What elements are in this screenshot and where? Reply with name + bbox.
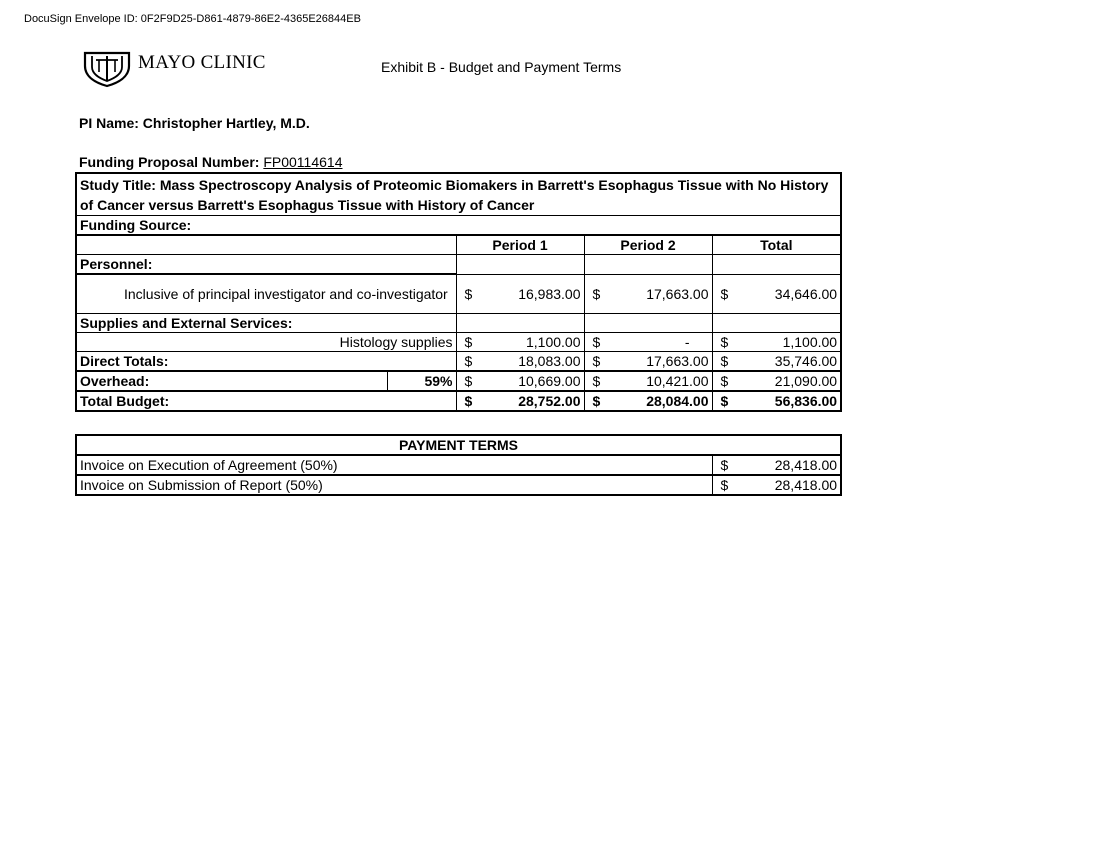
currency-symbol: $ bbox=[584, 391, 606, 411]
funding-source-label: Funding Source: bbox=[76, 216, 841, 236]
total-budget-total: 56,836.00 bbox=[734, 391, 841, 411]
currency-symbol: $ bbox=[712, 371, 734, 391]
funding-proposal-number bbox=[79, 154, 342, 170]
currency-symbol: $ bbox=[712, 352, 734, 372]
overhead-label: Overhead: bbox=[76, 371, 387, 391]
overhead-rate: 59% bbox=[387, 371, 456, 391]
payment-row-label: Invoice on Submission of Report (50%) bbox=[76, 475, 712, 495]
currency-symbol: $ bbox=[584, 333, 606, 352]
personnel-total: 34,646.00 bbox=[734, 274, 841, 314]
personnel-item-row bbox=[76, 274, 841, 314]
supplies-item: Histology supplies bbox=[76, 333, 456, 352]
overhead-period-1: 10,669.00 bbox=[478, 371, 584, 391]
payment-row-amount: 28,418.00 bbox=[734, 475, 841, 495]
funding-source-row bbox=[76, 216, 841, 236]
overhead-total: 21,090.00 bbox=[734, 371, 841, 391]
funding-proposal-label: Funding Proposal Number: bbox=[79, 154, 260, 170]
header-period-2: Period 2 bbox=[584, 235, 712, 255]
mayo-clinic-wordmark: MAYO CLINIC bbox=[138, 52, 266, 73]
exhibit-title: Exhibit B - Budget and Payment Terms bbox=[381, 59, 622, 75]
header-total: Total bbox=[712, 235, 841, 255]
currency-symbol: $ bbox=[712, 475, 734, 495]
currency-symbol: $ bbox=[584, 274, 606, 314]
overhead-period-2: 10,421.00 bbox=[606, 371, 712, 391]
direct-totals-row bbox=[76, 352, 841, 372]
currency-symbol: $ bbox=[712, 455, 734, 475]
mayo-shield-logo-icon bbox=[82, 50, 132, 88]
study-title-row bbox=[76, 173, 841, 216]
personnel-label: Personnel: bbox=[76, 255, 456, 275]
pi-name: PI Name: Christopher Hartley, M.D. bbox=[79, 115, 310, 131]
total-budget-row bbox=[76, 391, 841, 411]
personnel-label-row bbox=[76, 255, 841, 275]
header-period-1: Period 1 bbox=[456, 235, 584, 255]
currency-symbol: $ bbox=[456, 352, 478, 372]
currency-symbol: $ bbox=[712, 391, 734, 411]
personnel-item: Inclusive of principal investigator and co-investigator bbox=[76, 274, 456, 314]
currency-symbol: $ bbox=[584, 352, 606, 372]
payment-terms-header-row bbox=[76, 435, 841, 455]
currency-symbol: $ bbox=[584, 371, 606, 391]
supplies-label-row bbox=[76, 314, 841, 333]
personnel-period-1: 16,983.00 bbox=[478, 274, 584, 314]
total-budget-label: Total Budget: bbox=[76, 391, 456, 411]
personnel-period-2: 17,663.00 bbox=[606, 274, 712, 314]
payment-terms-table bbox=[75, 434, 842, 496]
currency-symbol: $ bbox=[456, 333, 478, 352]
direct-period-1: 18,083.00 bbox=[478, 352, 584, 372]
header-row bbox=[76, 235, 841, 255]
currency-symbol: $ bbox=[712, 274, 734, 314]
supplies-label: Supplies and External Services: bbox=[76, 314, 456, 333]
supplies-period-2: - bbox=[606, 333, 712, 352]
study-title: Study Title: Mass Spectroscopy Analysis of Proteomic Biomakers in Barrett's Esophagus Tissue with No History of Cancer versus Barrett's Esophagus Tissue with History of Cancer bbox=[76, 173, 841, 216]
supplies-period-1: 1,100.00 bbox=[478, 333, 584, 352]
currency-symbol: $ bbox=[456, 391, 478, 411]
docusign-envelope-id: DocuSign Envelope ID: 0F2F9D25-D861-4879-86E2-4365E26844EB bbox=[24, 13, 361, 25]
total-budget-period-1: 28,752.00 bbox=[478, 391, 584, 411]
overhead-row bbox=[76, 371, 841, 391]
payment-row-amount: 28,418.00 bbox=[734, 455, 841, 475]
funding-proposal-value: FP00114614 bbox=[263, 154, 343, 170]
currency-symbol: $ bbox=[456, 274, 478, 314]
mayo-clinic-logo bbox=[82, 50, 266, 88]
direct-total: 35,746.00 bbox=[734, 352, 841, 372]
supplies-total: 1,100.00 bbox=[734, 333, 841, 352]
supplies-item-row bbox=[76, 333, 841, 352]
payment-row bbox=[76, 455, 841, 475]
currency-symbol: $ bbox=[712, 333, 734, 352]
currency-symbol: $ bbox=[456, 371, 478, 391]
budget-table bbox=[75, 172, 842, 412]
direct-totals-label: Direct Totals: bbox=[76, 352, 456, 372]
payment-row bbox=[76, 475, 841, 495]
direct-period-2: 17,663.00 bbox=[606, 352, 712, 372]
payment-row-label: Invoice on Execution of Agreement (50%) bbox=[76, 455, 712, 475]
total-budget-period-2: 28,084.00 bbox=[606, 391, 712, 411]
payment-terms-title: PAYMENT TERMS bbox=[76, 435, 841, 455]
